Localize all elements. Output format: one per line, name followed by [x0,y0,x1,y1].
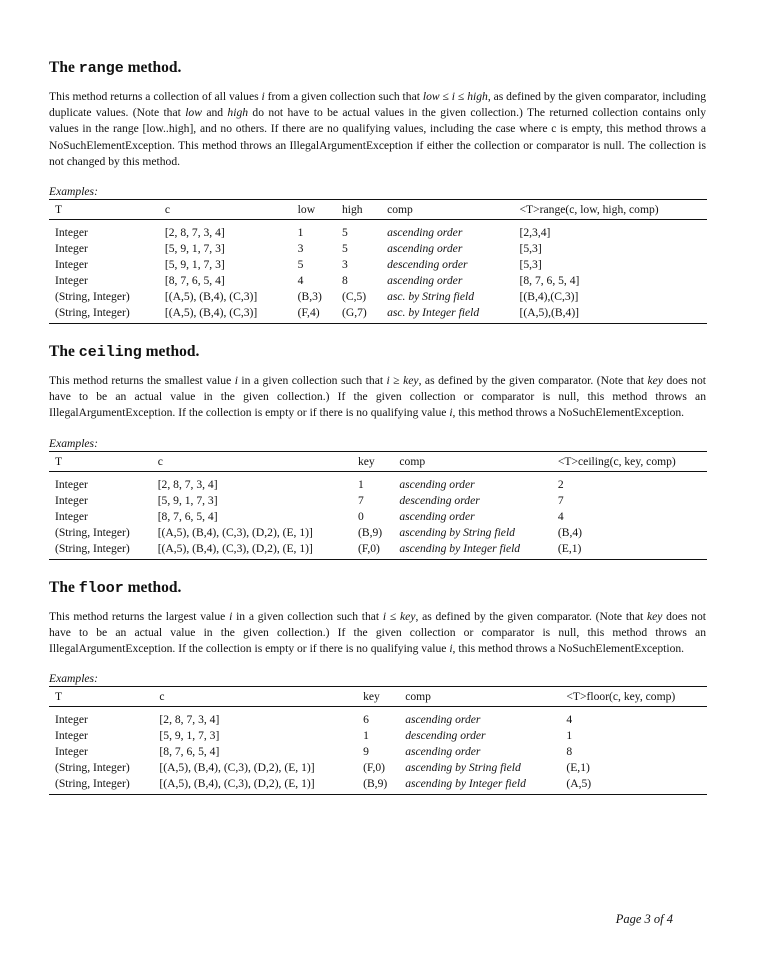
table-header-row [49,451,707,471]
table-row [49,541,707,560]
table-cell: ascending order [405,745,481,759]
table-cell: (F,0) [352,541,393,560]
table-cell: asc. by String field [387,290,475,304]
table-cell: [2, 8, 7, 3, 4] [164,226,225,240]
column-header: T [49,200,159,220]
section-title [49,342,706,363]
table-cell: [2, 8, 7, 3, 4] [159,713,220,727]
table-cell: [8, 7, 6, 5, 4] [159,745,220,759]
table-cell: [(A,5), (B,4), (C,3), (D,2), (E, 1)] [152,541,352,560]
table-row [49,760,707,776]
table-cell: [8, 7, 6, 5, 4] [157,509,218,523]
table-row [49,289,707,305]
table-cell: (F,0) [363,761,386,775]
column-header: <T>range(c, low, high, comp) [513,200,707,220]
table-cell: [(A,5), (B,4), (C,3)] [164,290,258,304]
section-title-suffix: method. [141,343,200,361]
table-cell: 5 [341,226,348,240]
section-title-suffix: method. [123,578,182,596]
table-cell: (String, Integer) [49,776,153,795]
examples-label: Examples: [49,672,98,686]
table-cell: (E,1) [552,541,707,560]
table-cell: 9 [363,745,369,759]
column-header: comp [399,687,560,707]
table-cell: ascending by String field [399,525,515,539]
table-cell: [8, 7, 6, 5, 4] [519,274,580,288]
method-name: range [78,60,124,77]
table-cell: [5, 9, 1, 7, 3] [157,493,218,507]
table-cell: Integer [55,713,88,727]
table-cell: asc. by Integer field [381,305,513,324]
table-cell: ascending order [387,274,463,288]
table-cell: [(B,4),(C,3)] [519,290,579,304]
table-cell: (String, Integer) [49,541,152,560]
table-cell: 3 [297,242,304,256]
column-header: T [49,451,152,471]
column-header: comp [381,200,513,220]
table-cell: 7 [557,493,564,507]
table-cell: [5,3] [519,242,542,256]
column-header: T [49,687,153,707]
table-cell: ascending order [399,477,475,491]
table-cell: Integer [55,242,88,256]
table-row [49,273,707,289]
table-cell: Integer [55,226,88,240]
table-cell: Integer [55,509,88,523]
table-cell: descending order [387,258,468,272]
table-row [49,241,707,257]
method-description: This method returns the largest value i in a given collection such that i ≤ key, as defined by the given comparator. (Note that key does not have to be an actual value in the given collection.) If the given collection or comparator is null, this method throws an IllegalArgumentException. If the collection is empty or if there is no qualifying value i, this method throws a NoSuchElementException. [49,609,707,656]
table-cell: ascending by Integer field [393,541,552,560]
table-row [49,257,707,273]
table-row [49,471,707,493]
table-cell: 8 [566,745,573,759]
column-header: <T>floor(c, key, comp) [560,687,707,707]
table-cell: 1 [566,729,573,743]
table-cell: descending order [405,729,486,743]
table-cell: (B,4) [557,525,583,539]
table-cell: (B,9) [357,776,399,795]
examples-table [49,199,707,324]
table-cell: 2 [557,477,564,491]
method-name: floor [78,579,124,597]
examples-label: Examples: [49,436,98,450]
table-cell: 3 [341,258,348,272]
table-cell: (String, Integer) [55,525,130,539]
table-cell: [2,3,4] [519,226,551,240]
table-cell: ascending by String field [405,761,521,775]
section-title [49,578,706,599]
column-header: <T>ceiling(c, key, comp) [552,451,707,471]
table-cell: 4 [297,274,304,288]
table-cell: Integer [55,274,88,288]
table-row [49,728,707,744]
table-cell: Integer [55,745,88,759]
table-cell: descending order [399,493,480,507]
table-cell: 6 [363,713,369,727]
column-header: key [352,451,393,471]
section-floor [49,578,706,796]
table-cell: 1 [297,226,304,240]
table-cell: [(A,5), (B,4), (C,3), (D,2), (E, 1)] [153,776,357,795]
examples-table [49,451,707,560]
section-title-prefix: The [49,578,79,596]
table-cell: 5 [297,258,304,272]
table-cell: ascending order [387,242,463,256]
table-cell: (String, Integer) [55,761,130,775]
table-header-row [49,687,707,707]
table-cell: (C,5) [341,290,367,304]
table-row [49,707,707,729]
table-cell: 1 [363,729,369,743]
table-cell: (A,5) [560,776,707,795]
table-cell: [8, 7, 6, 5, 4] [164,274,225,288]
table-cell: [(A,5), (B,4), (C,3)] [159,305,292,324]
table-cell: (B,9) [357,525,383,539]
table-cell: ascending order [387,226,463,240]
table-cell: [(A,5), (B,4), (C,3), (D,2), (E, 1)] [159,761,315,775]
table-cell: [5, 9, 1, 7, 3] [164,242,225,256]
table-cell: [5,3] [519,258,542,272]
table-cell: (String, Integer) [55,290,130,304]
method-description: This method returns the smallest value i in a given collection such that i ≥ key, as defined by the given comparator. (Note that key does not have to be an actual value in the given collection.) If the given collection or comparator is null, this method throws an IllegalArgumentException. If the collection is empty or if there is no qualifying value i, this method throws a NoSuchElementException. [49,374,706,420]
table-cell: ascending order [399,509,475,523]
table-cell: ascending by Integer field [399,776,560,795]
table-cell: (F,4) [292,305,336,324]
examples-table [49,686,707,795]
sections-container [49,58,706,795]
column-header: low [292,200,336,220]
table-cell: 4 [557,509,564,523]
table-cell: [(A,5), (B,4), (C,3), (D,2), (E, 1)] [157,525,313,539]
table-cell: 8 [341,274,348,288]
table-cell: Integer [55,729,88,743]
table-cell: 7 [357,493,364,507]
table-cell: [2, 8, 7, 3, 4] [157,477,218,491]
table-header-row [49,200,707,220]
page-number: Page 3 of 4 [615,912,673,926]
column-header: high [336,200,381,220]
column-header: c [159,200,292,220]
table-row [49,305,707,324]
table-cell: [5, 9, 1, 7, 3] [159,729,220,743]
table-cell: 0 [357,509,364,523]
table-cell: Integer [55,477,88,491]
table-cell: 1 [357,477,364,491]
table-row [49,493,707,509]
section-title-prefix: The [49,343,79,361]
table-row [49,509,707,525]
column-header: comp [393,451,552,471]
table-cell: (String, Integer) [49,305,159,324]
column-header: c [152,451,352,471]
table-cell: [(A,5),(B,4)] [513,305,707,324]
table-cell: [5, 9, 1, 7, 3] [164,258,225,272]
column-header: c [153,687,357,707]
section-title [49,58,706,79]
table-cell: (G,7) [336,305,381,324]
table-cell: 5 [341,242,348,256]
section-title-suffix: method. [123,59,182,76]
table-row [49,220,707,242]
table-cell: Integer [55,493,88,507]
section-title-prefix: The [49,59,79,76]
table-cell: (E,1) [566,761,590,775]
examples-label: Examples: [49,185,98,199]
table-cell: Integer [55,258,88,272]
column-header: key [357,687,399,707]
section-ceiling [49,342,706,560]
table-row [49,776,707,795]
table-cell: ascending order [405,713,481,727]
method-description: This method returns a collection of all values i from a given collection such that low ≤ i ≤ high, as defined by the given comparator, including duplicate values. (Note that low and high do not have to be actual values in the given collection.) The returned collection contains only values in the range [low..high], and no others. If there are no qualifying values, including the case where c is empty, this method throws a NoSuchElementException. This method throws an IllegalArgumentException if either the collection or comparator is null. The collection is not changed by this method. [49,90,707,168]
table-cell: 4 [566,713,573,727]
document-page [49,58,706,813]
method-name: ceiling [78,344,142,362]
table-row [49,744,707,760]
section-range [49,58,706,324]
table-cell: (B,3) [297,290,322,304]
table-row [49,525,707,541]
